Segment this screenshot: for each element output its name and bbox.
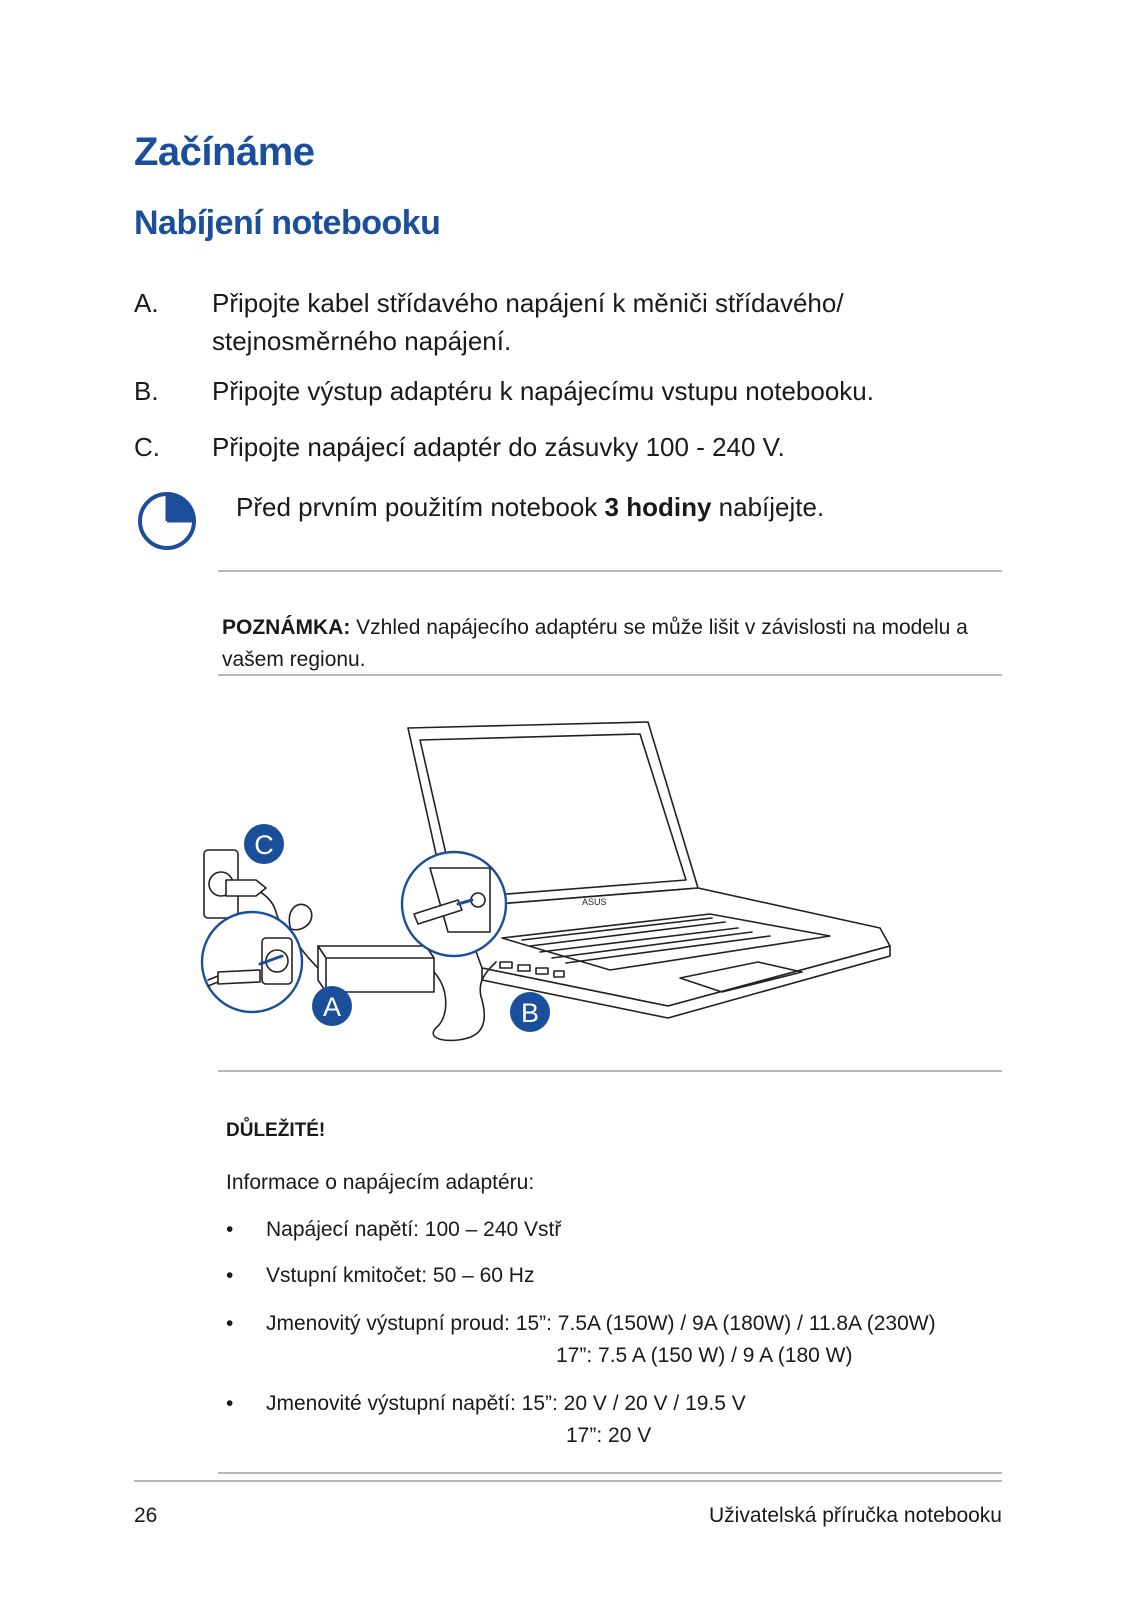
step-text: Připojte výstup adaptéru k napájecímu vstupu notebooku. [212,376,874,406]
page-number: 26 [134,1504,158,1527]
list-item-text: Vstupní kmitočet: 50 – 60 Hz [266,1264,535,1287]
step-label: A. [134,288,159,318]
callout-a-label: A [322,992,342,1022]
note-text: Vzhled napájecího adaptéru se může lišit v závislosti na modelu a vašem regionu. [222,616,968,671]
callout-b [510,992,550,1032]
divider [218,1472,1002,1474]
tip-text-bold: 3 hodiny [604,492,712,522]
section-title: Nabíjení notebooku [134,204,441,242]
note [222,612,982,676]
footer-rule [134,1480,1002,1482]
step-a [134,284,994,364]
bullet: • [226,1392,234,1415]
note-label: POZNÁMKA: [222,616,351,639]
list-item-text: Jmenovitý výstupní proud: 15”: 7.5A (150W) / 9A (180W) / 11.8A (230W) [266,1312,936,1335]
brand-label: ASUS [582,897,607,907]
charging-tip [236,492,824,523]
tip-text-before: Před prvním použitím notebook [236,492,605,522]
tip-text-after: nabíjejte. [711,492,825,522]
list-item-continuation: 17”: 7.5 A (150 W) / 9 A (180 W) [556,1344,853,1367]
step-text: Připojte napájecí adaptér do zásuvky 100 - 240 V. [212,432,785,462]
list-item-text: Jmenovité výstupní napětí: 15”: 20 V / 20 V / 19.5 V [266,1392,746,1415]
charging-illustration [190,700,910,1060]
callout-c-label: C [254,830,274,860]
divider [218,570,1002,572]
step-b [134,372,994,412]
list-item-text: Napájecí napětí: 100 – 240 Vstř [266,1218,562,1241]
list-item-continuation: 17”: 20 V [566,1424,652,1447]
important-intro: Informace o napájecím adaptéru: [226,1171,535,1194]
step-text: Připojte kabel střídavého napájení k měniči střídavého/ stejnosměrného napájení. [212,288,844,356]
bullet: • [226,1218,234,1241]
callout-c [244,824,284,864]
divider [218,674,1002,676]
divider [218,1070,1002,1072]
step-label: B. [134,376,159,406]
footer-doc-title: Uživatelská příručka notebooku [709,1504,1002,1527]
page-title: Začínáme [134,130,315,174]
bullet: • [226,1264,234,1287]
bullet: • [226,1312,234,1335]
callout-a [312,986,352,1026]
important-title: DŮLEŽITÉ! [226,1120,326,1141]
step-c [134,428,994,468]
clock-icon [136,486,202,552]
step-label: C. [134,432,160,462]
callout-b-label: B [520,998,540,1028]
